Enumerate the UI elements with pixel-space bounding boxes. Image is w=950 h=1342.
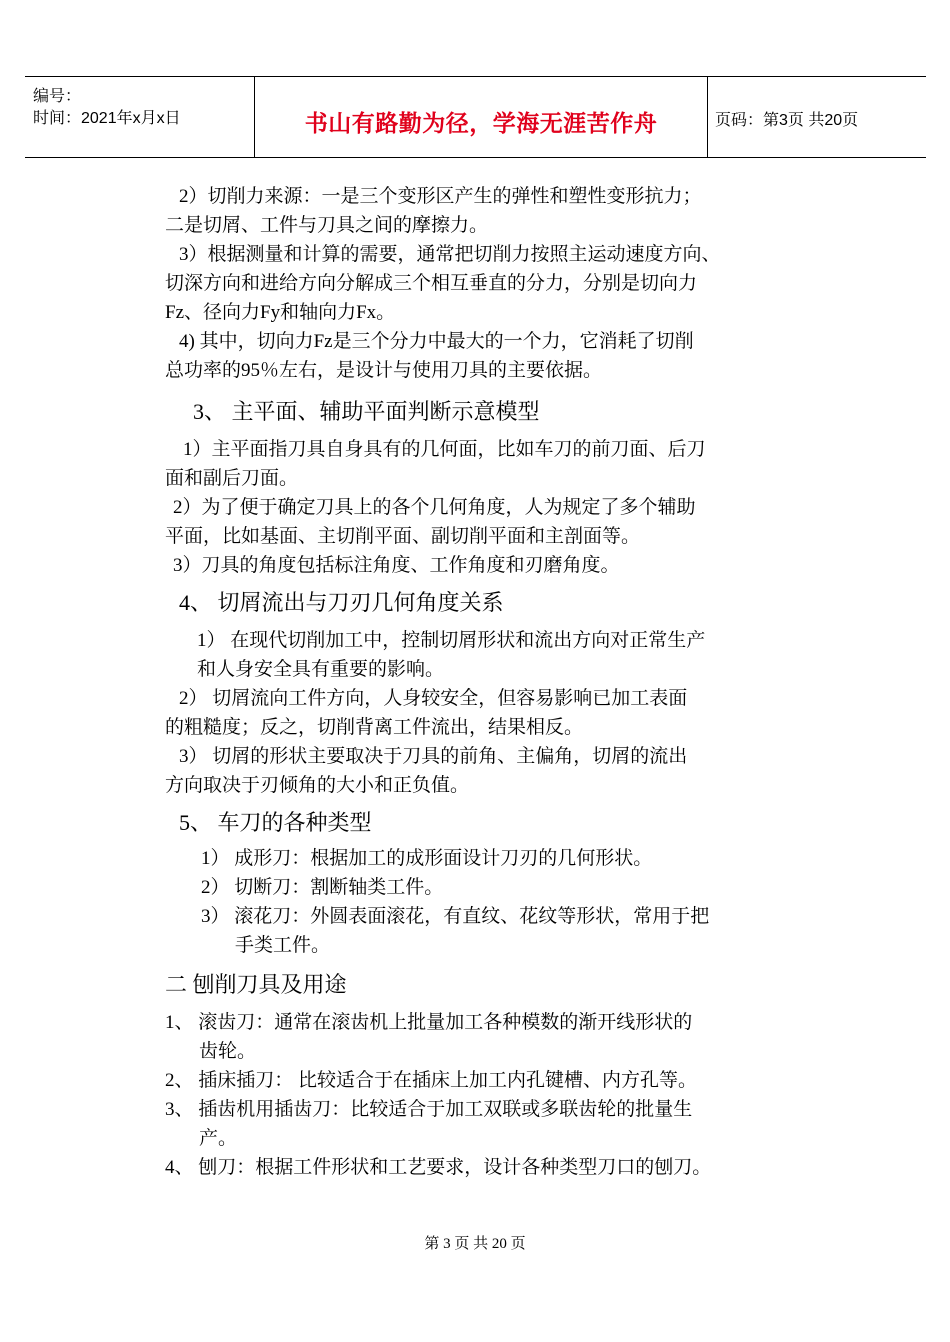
paragraph-line: 的粗糙度；反之，切削背离工件流出，结果相反。 — [165, 717, 584, 738]
paragraph-line: 和人身安全具有重要的影响。 — [197, 659, 445, 680]
paragraph-line: 面和副后刀面。 — [165, 468, 299, 489]
header-left-cell — [25, 77, 254, 157]
paragraph-line: 平面，比如基面、主切削平面、副切削平面和主剖面等。 — [165, 526, 641, 547]
list-item: 3） 滚花刀：外圆表面滚花，有直纹、花纹等形状，常用于把 — [201, 906, 710, 927]
list-item-continuation: 手类工件。 — [235, 935, 331, 956]
paragraph-line: 二是切屑、工件与刀具之间的摩擦力。 — [165, 215, 489, 236]
header-right-cell — [707, 77, 926, 157]
paragraph-line: 切深方向和进给方向分解成三个相互垂直的分力，分别是切向力 — [165, 273, 698, 294]
paragraph-line: Fz、径向力Fy和轴向力Fx。 — [165, 302, 396, 323]
list-item: 4、 刨刀：根据工件形状和工艺要求，设计各种类型刀口的刨刀。 — [165, 1157, 712, 1178]
page-header — [25, 76, 926, 158]
motto: 书山有路勤为径，学海无涯苦作舟 — [304, 110, 658, 136]
section-heading-4: 4、 切屑流出与刀刃几何角度关系 — [179, 590, 504, 615]
number-label: 编号： — [33, 88, 82, 105]
header-page-info: 页码：第3页 共20页 — [715, 112, 859, 129]
chapter-heading: 二 刨削刀具及用途 — [165, 972, 347, 997]
list-item: 3、 插齿机用插齿刀：比较适合于加工双联或多联齿轮的批量生 — [165, 1099, 693, 1120]
time-label: 时间：2021年x月x日 — [33, 110, 181, 127]
document-body — [165, 182, 795, 1182]
paragraph-line: 3） 切屑的形状主要取决于刀具的前角、主偏角，切屑的流出 — [179, 746, 688, 767]
paragraph-line: 2）为了便于确定刀具上的各个几何角度，人为规定了多个辅助 — [173, 497, 696, 518]
header-middle-cell — [254, 77, 708, 157]
paragraph-line: 4) 其中，切向力Fz是三个分力中最大的一个力，它消耗了切削 — [179, 331, 694, 352]
paragraph-line: 总功率的95％左右，是设计与使用刀具的主要依据。 — [165, 360, 603, 381]
section-heading-3: 3、 主平面、辅助平面判断示意模型 — [193, 399, 540, 424]
page-footer: 第 3 页 共 20 页 — [424, 1236, 526, 1252]
paragraph-line: 3）根据测量和计算的需要，通常把切削力按照主运动速度方向、 — [179, 244, 721, 265]
paragraph-line: 1）主平面指刀具自身具有的几何面，比如车刀的前刀面、后刀 — [183, 439, 706, 460]
paragraph-line: 2） 切屑流向工件方向，人身较安全，但容易影响已加工表面 — [179, 688, 688, 709]
list-item: 2、 插床插刀： 比较适合于在插床上加工内孔键槽、内方孔等。 — [165, 1070, 698, 1091]
paragraph-line: 3）刀具的角度包括标注角度、工作角度和刃磨角度。 — [173, 555, 620, 576]
paragraph-line: 1） 在现代切削加工中，控制切屑形状和流出方向对正常生产 — [197, 630, 706, 651]
paragraph-line: 2）切削力来源：一是三个变形区产生的弹性和塑性变形抗力； — [179, 186, 702, 207]
list-item: 1、 滚齿刀：通常在滚齿机上批量加工各种模数的渐开线形状的 — [165, 1012, 693, 1033]
paragraph-line: 方向取决于刃倾角的大小和正负值。 — [165, 775, 470, 796]
list-item-continuation: 齿轮。 — [199, 1041, 257, 1062]
list-item: 1） 成形刀：根据加工的成形面设计刀刃的几何形状。 — [201, 848, 653, 869]
list-item: 2） 切断刀：割断轴类工件。 — [201, 877, 444, 898]
section-heading-5: 5、 车刀的各种类型 — [179, 810, 372, 835]
list-item-continuation: 产。 — [199, 1128, 238, 1149]
